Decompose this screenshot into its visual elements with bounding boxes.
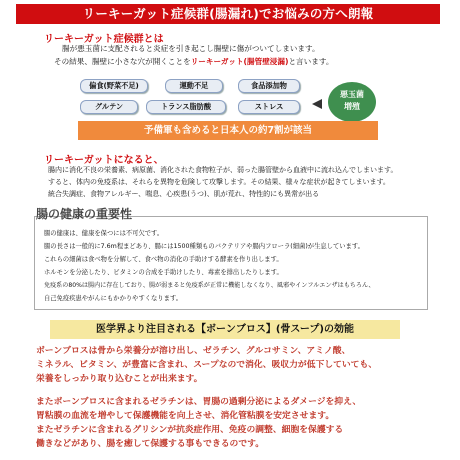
bone-paragraph-line: またゼラチンに含まれるグリシンが抗炎症作用、免疫の調整、細胞を保護する <box>36 425 344 435</box>
section2-heading: リーキーガットになると、 <box>44 155 164 166</box>
increase-label: 増殖 <box>344 102 360 111</box>
gut-line: 自己免疫疾患やがんにもかかりやすくなります。 <box>44 295 183 302</box>
bad-bacteria-badge <box>328 82 376 122</box>
bone-broth-banner: 医学界より注目される【ボーンブロス】(骨スープ)の効能 <box>50 320 400 339</box>
gut-line: これらの細菌は食べ物を分解して、食べ物の消化の手助けする酵素を作り出します。 <box>44 256 283 263</box>
bone-paragraph-line: ミネラル、ビタミン、が豊富に含まれ、スープなので消化、吸収力が低下していても、 <box>36 360 378 370</box>
bad-bacteria-label: 悪玉菌 <box>340 90 364 99</box>
gut-line: ホルモンを分泌したり、ビタミンの合成を手助けしたり、毒素を排出したりします。 <box>44 269 283 276</box>
section1-line2-pre: その結果、腸壁に小さな穴が開くことを <box>54 57 191 66</box>
bone-paragraph-line: 働きなどがあり、腸を癒して保護する事もできるのです。 <box>36 439 265 449</box>
gut-line: 腸の長さは一般的に7.6m程まどあり、腸には1500種類ものバクテリアや腸内フローラ(細菌)が生息しています。 <box>44 243 364 250</box>
section1-line1: 腸が悪玉菌に支配されると炎症を引き起こし腸壁に傷がついてしまいます。 <box>62 44 320 53</box>
cause-pill: 偏食(野菜不足) <box>80 79 148 93</box>
cause-pill: トランス脂肪酸 <box>146 100 226 114</box>
top-banner: リーキーガット症候群(腸漏れ)でお悩みの方へ朗報 <box>16 4 440 24</box>
section1-line2 <box>54 56 333 67</box>
section2-line2: すると、体内の免疫系は、それらを異物を危険して攻撃します。その結果、様々な症状が起きてしまいます。 <box>48 178 390 186</box>
bone-paragraph-line: 栄養をしっかり取り込むことが出来ます。 <box>36 374 203 384</box>
cause-pill: ストレス <box>238 100 300 114</box>
cause-pill: 運動不足 <box>165 79 223 93</box>
cause-pill: 食品添加物 <box>238 79 300 93</box>
section1-line2-red: リーキーガット(腸管壁浸漏) <box>190 57 289 66</box>
gut-line: 腸の健康は、健康を保つには不可欠です。 <box>44 230 164 237</box>
bone-paragraph-line: またボーンブロスに含まれるゼラチンは、胃腸の過剰分泌によるダメージを抑え、 <box>36 397 362 407</box>
statistic-banner: 予備軍も含めると日本人の約7割が該当 <box>78 121 378 140</box>
section1-line2-post: と言います。 <box>288 57 334 66</box>
gut-health-title: 腸の健康の重要性 <box>36 207 133 221</box>
arrow-icon <box>312 99 322 109</box>
section1-heading: リーキーガット症候群とは <box>44 34 164 45</box>
bone-paragraph-line: 胃粘膜の血流を増やして保護機能を向上させ、消化管粘膜を安定させます。 <box>36 411 335 421</box>
section2-line3: 統合失調症、食物アレルギー、喘息、心疾患(うつ)、肌が荒れ、特性的にも異常が出る <box>48 190 320 198</box>
cause-pill: グルテン <box>80 100 138 114</box>
gut-line: 免疫系の80%は腸内に存在しており、腸が弱まると免疫系が正常に機能しなくなり、風邪やインフルエンザはもちろん、 <box>44 282 375 289</box>
bone-paragraph-line: ボーンブロスは骨から栄養分が溶け出し、ゼラチン、グルコサミン、アミノ酸、 <box>36 346 351 356</box>
section2-line1: 腸内に消化不良の栄養素、病原菌、消化された食物粒子が、弱った腸管壁から血液中に流れ込んでしまいます。 <box>48 166 398 174</box>
